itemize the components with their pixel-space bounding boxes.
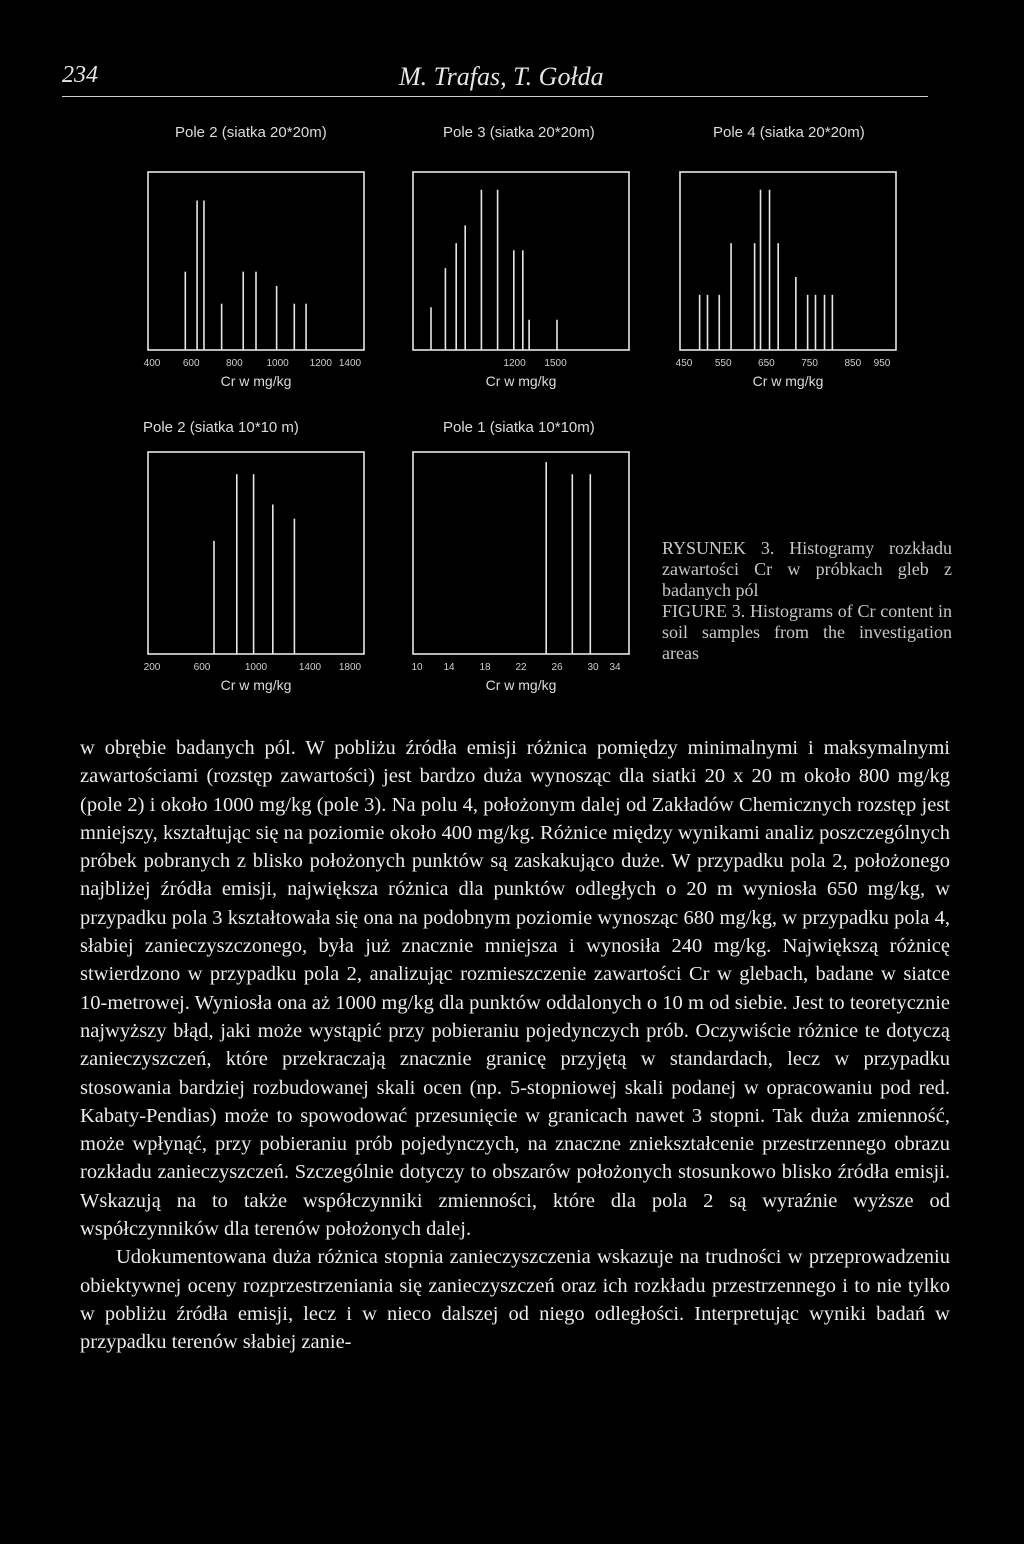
tick-label: 450 [675, 358, 693, 369]
tick-label: 22 [515, 662, 527, 673]
tick-label: 1400 [298, 662, 322, 673]
x-axis-label: Cr w mg/kg [220, 677, 292, 693]
tick-label: 1200 [309, 358, 332, 369]
tick-label: 800 [226, 358, 243, 369]
tick-label: 750 [801, 358, 818, 369]
tick-label: 14 [443, 662, 455, 673]
plot-frame [148, 452, 364, 654]
figure-caption [662, 538, 952, 664]
tick-label: 200 [143, 662, 161, 673]
tick-label: 950 [873, 358, 891, 369]
tick-label: 1400 [338, 358, 362, 369]
figure-caption-pl: RYSUNEK 3. Histogramy rozkładu zawartości Cr w próbkach gleb z badanych pól [662, 538, 952, 600]
tick-label: 26 [551, 662, 563, 673]
x-axis-label: Cr w mg/kg [752, 373, 824, 389]
figure-caption-en: FIGURE 3. Histograms of Cr content in soil samples from the investigation areas [662, 601, 952, 663]
chart-title-pole2-10: Pole 2 (siatka 10*10 m) [143, 419, 299, 436]
running-header [62, 62, 928, 97]
chart-title-pole4-20: Pole 4 (siatka 20*20m) [713, 124, 865, 141]
x-axis-label: Cr w mg/kg [485, 677, 557, 693]
tick-label: 10 [411, 662, 423, 673]
histogram-pole1-10m [405, 448, 637, 710]
x-axis-label: Cr w mg/kg [220, 373, 292, 389]
tick-label: 1500 [544, 358, 567, 369]
body-text [80, 734, 950, 1357]
tick-label: 600 [182, 358, 200, 369]
paragraph: Udokumentowana duża różnica stopnia zanieczyszczenia wskazuje na trudności w przeprowadzeniu obiektywnej oceny rozprzestrzeniania się zanieczyszczeń oraz ich rozkładu przestrzennego i to nie tylko w pobliżu źródła emisji, lecz i w nieco dalszej od niego odległości. Interpretując wyniki badań w przypadku terenów słabiej zanie- [80, 1246, 950, 1354]
tick-label: 34 [609, 662, 621, 673]
page-number: 234 [62, 62, 98, 88]
plot-frame [680, 172, 896, 350]
tick-label: 30 [587, 662, 599, 673]
running-header-authors: M. Trafas, T. Gołda [399, 62, 604, 91]
tick-label: 18 [479, 662, 491, 673]
plot-frame [413, 452, 629, 654]
tick-label: 1200 [503, 358, 526, 369]
chart-title-pole1-10: Pole 1 (siatka 10*10m) [443, 419, 595, 436]
histogram-pole4-20m [672, 168, 904, 406]
tick-label: 550 [714, 358, 732, 369]
chart-title-pole2-20: Pole 2 (siatka 20*20m) [175, 124, 327, 141]
paragraph: w obrębie badanych pól. W pobliżu źródła emisji różnica pomiędzy minimalnymi i maksymalnymi zawartościami (rozstęp zawartości) jest bardzo duża wynosząc dla siatki 20 x 20 m około 800 mg/kg (pole 2) i około 1000 mg/kg (pole 3). Na polu 4, położonym dalej od Zakładów Chemicznych rozstęp jest mniejszy, kształtując się na poziomie około 400 mg/kg. Różnice między wynikami analiz poszczególnych próbek pobranych z blisko położonych punktów są zaskakująco duże. W przypadku pola 2, położonego najbliżej źródła emisji, największa różnica dla punktów odległych o 20 m wyniosła 650 mg/kg, w przypadku pola 3 kształtowała się ona na podobnym poziomie wynosząc 680 mg/kg, w przypadku pola 4, słabiej zanieczyszczonego, była już znacznie mniejsza i wynosiła 240 mg/kg. Największą różnicę stwierdzono w przypadku pola 2, analizując rozmieszczenie zawartości Cr w glebach, badane w siatce 10-metrowej. Wyniosła ona aż 1000 mg/kg dla punktów oddalonych o 10 m od siebie. Jest to teoretycznie najwyższy błąd, jaki może wystąpić przy pobieraniu pojedynczych prób. Oczywiście różnice te dotyczą zanieczyszczeń, które przekraczają znacznie granicę przyjętą w standardach, lecz w przypadku stosowania bardziej rozbudowanej skali ocen (np. 5-stopniowej skali podanej w opracowaniu pod red. Kabaty-Pendias) może to spowodować przesunięcie w granicach nawet 3 stopni. Tak duża zmienność, może wpłynąć, przy pobieraniu prób pojedynczych, na znaczne zniekształcenie przestrzennego obrazu rozkładu zanieczyszczeń. Szczególnie dotyczy to obszarów położonych stosunkowo blisko źródła emisji. Wskazują na to także współczynniki zmienności, które dla pola 2 są wyraźnie wyższe od współczynników dla terenów położonych dalej. [80, 737, 950, 1241]
tick-label: 400 [143, 358, 161, 369]
histogram-pole2-10m [140, 448, 372, 710]
tick-label: 1800 [338, 662, 362, 673]
tick-label: 1000 [244, 662, 268, 673]
histogram-pole2-20m [140, 168, 372, 406]
histogram-pole3-20m [405, 168, 637, 406]
tick-label: 1000 [266, 358, 289, 369]
tick-label: 600 [193, 662, 211, 673]
chart-title-pole3-20: Pole 3 (siatka 20*20m) [443, 124, 595, 141]
tick-label: 650 [758, 358, 775, 369]
x-axis-label: Cr w mg/kg [485, 373, 557, 389]
tick-label: 850 [844, 358, 862, 369]
